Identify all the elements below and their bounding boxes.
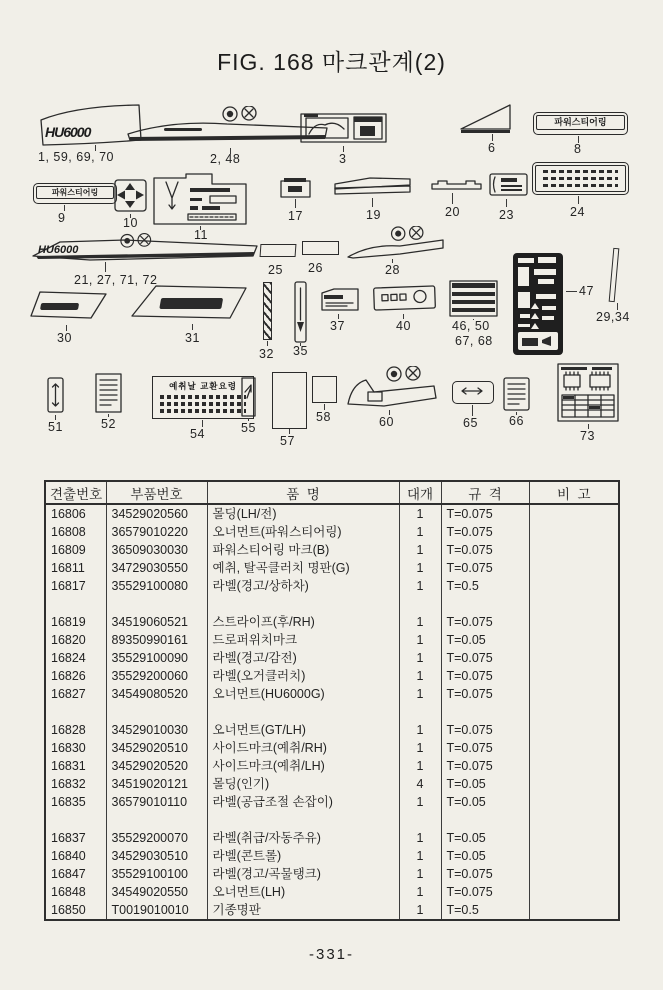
part-sketch-20 xyxy=(430,178,484,197)
part-sketch-35 xyxy=(293,280,309,349)
callout-30: 30 xyxy=(57,331,72,345)
callout-21: 21, 27, 71, 72 xyxy=(74,273,158,287)
callout-23: 23 xyxy=(499,208,514,222)
table-row: 16806 34529020560 몰딩(LH/전) 1 T=0.075 xyxy=(45,504,619,523)
callout-65: 65 xyxy=(463,416,478,430)
blade-change-label: 예취날 교환요령 xyxy=(169,381,237,391)
part-24-text-lines xyxy=(535,165,626,192)
table-row: 16824 35529100090 라벨(경고/감전) 1 T=0.075 xyxy=(45,649,619,667)
callout-37: 37 xyxy=(330,319,345,333)
part-sketch-19 xyxy=(332,175,414,202)
table-header-row xyxy=(45,481,619,504)
table-row: 16830 34529020510 사이드마크(예취/RH) 1 T=0.075 xyxy=(45,739,619,757)
callout-52: 52 xyxy=(101,417,116,431)
part-sketch-52 xyxy=(94,372,124,419)
page-title: FIG. 168 마크관계(2) xyxy=(217,49,446,75)
leader-21 xyxy=(105,262,106,272)
callout-20: 20 xyxy=(445,205,460,219)
table-row: 16831 34529020520 사이드마크(예취/LH) 1 T=0.075 xyxy=(45,757,619,775)
callout-55: 55 xyxy=(241,421,256,435)
hu6000-logo-text-21: HU6000 xyxy=(38,244,79,256)
leader-29 xyxy=(617,303,618,310)
callout-31: 31 xyxy=(185,331,200,345)
callout-40: 40 xyxy=(396,319,411,333)
part-sketch-57 xyxy=(272,372,307,429)
callout-6: 6 xyxy=(488,141,496,155)
table-row: 16848 34549020550 오너먼트(LH) 1 T=0.075 xyxy=(45,883,619,901)
table-row: 16847 35529100100 라벨(경고/곡물탱크) 1 T=0.075 xyxy=(45,865,619,883)
callout-3: 3 xyxy=(339,152,347,166)
part-sketch-21 xyxy=(30,230,262,271)
leader-31 xyxy=(192,324,193,330)
callout-11: 11 xyxy=(194,228,208,242)
callout-19: 19 xyxy=(366,208,381,222)
callout-47: 47 xyxy=(579,284,594,298)
callout-8: 8 xyxy=(574,142,582,156)
callout-54: 54 xyxy=(190,427,205,441)
part-sketch-3 xyxy=(300,108,390,151)
col-header-qty: 대개 xyxy=(399,481,441,504)
callout-73: 73 xyxy=(580,429,595,443)
leader-32 xyxy=(267,341,268,346)
part-sketch-8 xyxy=(533,112,628,135)
table-row: 16808 36579010220 오너먼트(파워스티어링) 1 T=0.075 xyxy=(45,523,619,541)
parts-table-body xyxy=(45,504,619,920)
part-sketch-25 xyxy=(260,244,297,257)
callout-10: 10 xyxy=(123,216,138,230)
callout-24: 24 xyxy=(570,205,585,219)
table-row: 16850 T0019010010 기종명판 1 T=0.5 xyxy=(45,901,619,920)
callout-46-50: 46, 50 xyxy=(452,319,490,333)
table-row: 16828 34529010030 오너먼트(GT/LH) 1 T=0.075 xyxy=(45,721,619,739)
table-row: 16832 34519020121 몰딩(인기) 4 T=0.05 xyxy=(45,775,619,793)
callout-57: 57 xyxy=(280,434,295,448)
callout-35: 35 xyxy=(293,344,308,358)
table-row: 16840 34529030510 라벨(콘트롤) 1 T=0.05 xyxy=(45,847,619,865)
part-sketch-65 xyxy=(452,381,494,404)
part-sketch-66 xyxy=(502,376,532,417)
table-row: 16835 36579010110 라벨(공급조절 손잡이) 1 T=0.05 xyxy=(45,793,619,811)
part-sketch-37 xyxy=(320,286,360,319)
table-row: 16811 34729030550 예취, 탈곡클러치 명판(G) 1 T=0.075 xyxy=(45,559,619,577)
hu6000-logo-text: HU6000 xyxy=(45,124,91,140)
part-sketch-30 xyxy=(28,287,110,330)
part-sketch-54 xyxy=(152,376,254,419)
table-row: 16826 35529200060 라벨(오거클러치) 1 T=0.075 xyxy=(45,667,619,685)
col-header-part-name: 품 명 xyxy=(207,481,399,504)
leader-54 xyxy=(202,420,203,427)
col-header-index-no: 견출번호 xyxy=(45,481,106,504)
table-row-blank xyxy=(45,703,619,721)
callout-28: 28 xyxy=(385,263,400,277)
part-sketch-40 xyxy=(372,282,438,319)
part-sketch-17 xyxy=(280,177,312,204)
part-sketch-47 xyxy=(512,252,564,361)
table-row-blank xyxy=(45,595,619,613)
part-sketch-10 xyxy=(113,178,149,219)
part-sketch-46 xyxy=(448,279,500,324)
leader-47 xyxy=(566,291,577,292)
page-number: -331- xyxy=(308,946,355,963)
callout-26: 26 xyxy=(308,261,323,275)
leader-65 xyxy=(472,405,473,416)
col-header-remarks: 비 고 xyxy=(529,481,619,504)
leader-19 xyxy=(372,198,373,207)
callout-29: 29,34 xyxy=(596,310,630,324)
leader-17 xyxy=(295,199,296,208)
callout-25: 25 xyxy=(268,263,283,277)
parts-table xyxy=(44,480,620,921)
leader-6 xyxy=(492,134,493,141)
table-row: 16817 35529100080 라벨(경고/상하차) 1 T=0.5 xyxy=(45,577,619,595)
part-sketch-23 xyxy=(486,172,530,203)
table-row-blank xyxy=(45,811,619,829)
callout-67-68: 67, 68 xyxy=(455,334,493,348)
part-sketch-31 xyxy=(128,282,250,329)
table-row: 16837 35529200070 라벨(취급/자동주유) 1 T=0.05 xyxy=(45,829,619,847)
double-arrow-icon xyxy=(455,384,489,398)
col-header-spec: 규 격 xyxy=(441,481,529,504)
table-row: 16809 36509030030 파워스티어링 마크(B) 1 T=0.075 xyxy=(45,541,619,559)
part-sketch-11 xyxy=(152,172,248,231)
leader-24 xyxy=(578,196,579,204)
callout-2: 2, 48 xyxy=(210,152,241,166)
callout-32: 32 xyxy=(259,347,274,361)
callout-60: 60 xyxy=(379,415,394,429)
leader-23 xyxy=(506,199,507,207)
part-sketch-32 xyxy=(263,282,272,340)
part-sketch-73 xyxy=(556,362,620,429)
part-sketch-29 xyxy=(609,248,620,302)
table-row: 16820 89350990161 드로퍼위치마크 1 T=0.05 xyxy=(45,631,619,649)
callout-9: 9 xyxy=(58,211,66,225)
part-sketch-6 xyxy=(455,101,517,146)
power-steering-label-8: 파워스티어링 xyxy=(536,115,625,130)
part-sketch-26 xyxy=(302,241,339,255)
callout-58: 58 xyxy=(316,410,331,424)
col-header-part-no: 부품번호 xyxy=(106,481,207,504)
part-sketch-55 xyxy=(240,376,258,423)
part-sketch-58 xyxy=(312,376,337,403)
part-sketch-24 xyxy=(532,162,629,195)
part-sketch-9 xyxy=(33,183,117,204)
power-steering-label-9: 파워스티어링 xyxy=(36,186,114,199)
callout-51: 51 xyxy=(48,420,63,434)
callout-1: 1, 59, 69, 70 xyxy=(38,150,115,164)
callout-66: 66 xyxy=(509,414,524,428)
table-row: 16827 34549080520 오너먼트(HU6000G) 1 T=0.075 xyxy=(45,685,619,703)
part-sketch-51 xyxy=(46,376,66,419)
table-row: 16819 34519060521 스트라이프(후/RH) 1 T=0.075 xyxy=(45,613,619,631)
leader-20 xyxy=(452,193,453,204)
part-sketch-28 xyxy=(345,226,447,265)
callout-17: 17 xyxy=(288,209,303,223)
part-sketch-60 xyxy=(342,366,444,415)
